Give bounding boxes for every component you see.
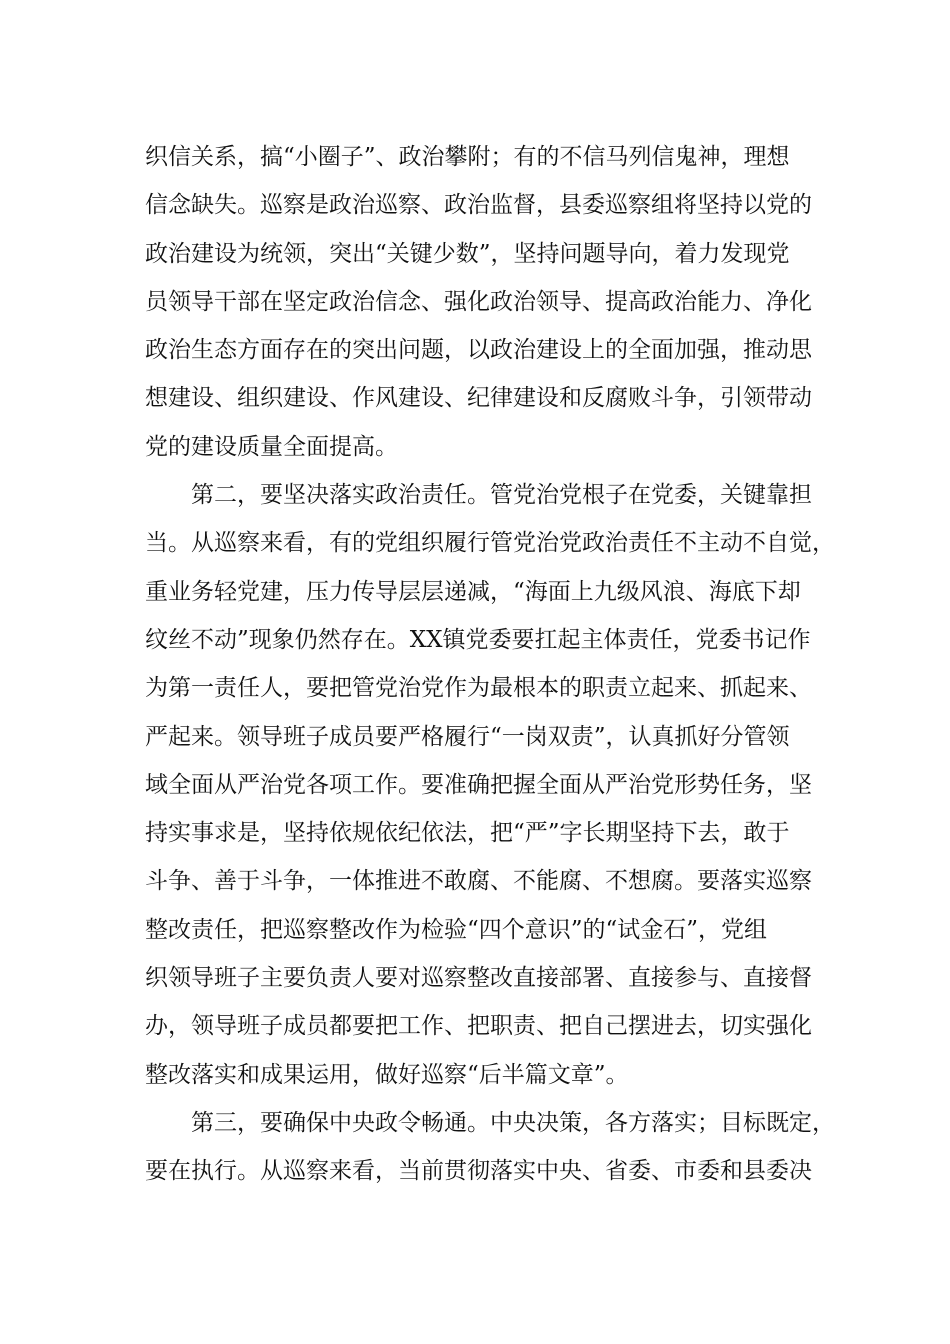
text-line-16: 斗争、善于斗争，一体推进不敢腐、不能腐、不想腐。要落实巡察 <box>145 868 812 895</box>
text-line-13: 严起来。领导班子成员要严格履行“一岗双责”，认真抓好分管领 <box>145 723 790 750</box>
text-line-2: 信念缺失。巡察是政治巡察、政治监督，县委巡察组将坚持以党的 <box>145 192 812 219</box>
paragraph-second-heading-line: 第二，要坚决落实政治责任。管党治党根子在党委，关键靠担 <box>191 482 812 509</box>
text-line-14: 域全面从严治党各项工作。要准确把握全面从严治党形势任务，坚 <box>145 771 812 798</box>
text-line-7: 党的建设质量全面提高。 <box>145 433 398 460</box>
text-line-17: 整改责任，把巡察整改作为检验“四个意识”的“试金石”，党组 <box>145 916 768 943</box>
paragraph-third-heading-line: 第三，要确保中央政令畅通。中央决策，各方落实；目标既定， <box>191 1109 835 1136</box>
text-line-18: 织领导班子主要负责人要对巡察整改直接部署、直接参与、直接督 <box>145 965 812 992</box>
text-line-20: 整改落实和成果运用，做好巡察“后半篇文章”。 <box>145 1061 629 1088</box>
text-line-9: 当。从巡察来看，有的党组织履行管党治党政治责任不主动不自觉， <box>145 530 835 557</box>
text-line-4: 员领导干部在坚定政治信念、强化政治领导、提高政治能力、净化 <box>145 288 812 315</box>
text-line-22: 要在执行。从巡察来看，当前贯彻落实中央、省委、市委和县委决 <box>145 1158 812 1185</box>
text-line-15: 持实事求是，坚持依规依纪依法，把“严”字长期坚持下去，敢于 <box>145 820 790 847</box>
text-line-11: 纹丝不动”现象仍然存在。XX镇党委要扛起主体责任，党委书记作 <box>145 626 811 653</box>
text-line-5: 政治生态方面存在的突出问题，以政治建设上的全面加强，推动思 <box>145 337 812 364</box>
text-line-12: 为第一责任人，要把管党治党作为最根本的职责立起来、抓起来、 <box>145 675 812 702</box>
text-line-6: 想建设、组织建设、作风建设、纪律建设和反腐败斗争，引领带动 <box>145 385 812 412</box>
text-line-19: 办，领导班子成员都要把工作、把职责、把自己摆进去，切实强化 <box>145 1013 812 1040</box>
text-line-1: 织信关系，搞“小圈子”、政治攀附；有的不信马列信鬼神，理想 <box>145 144 790 170</box>
document-body <box>145 133 835 1196</box>
text-line-10: 重业务轻党建，压力传导层层递减，“海面上九级风浪、海底下却 <box>145 578 801 605</box>
text-line-3: 政治建设为统领，突出“关键少数”，坚持问题导向，着力发现党 <box>145 240 790 267</box>
